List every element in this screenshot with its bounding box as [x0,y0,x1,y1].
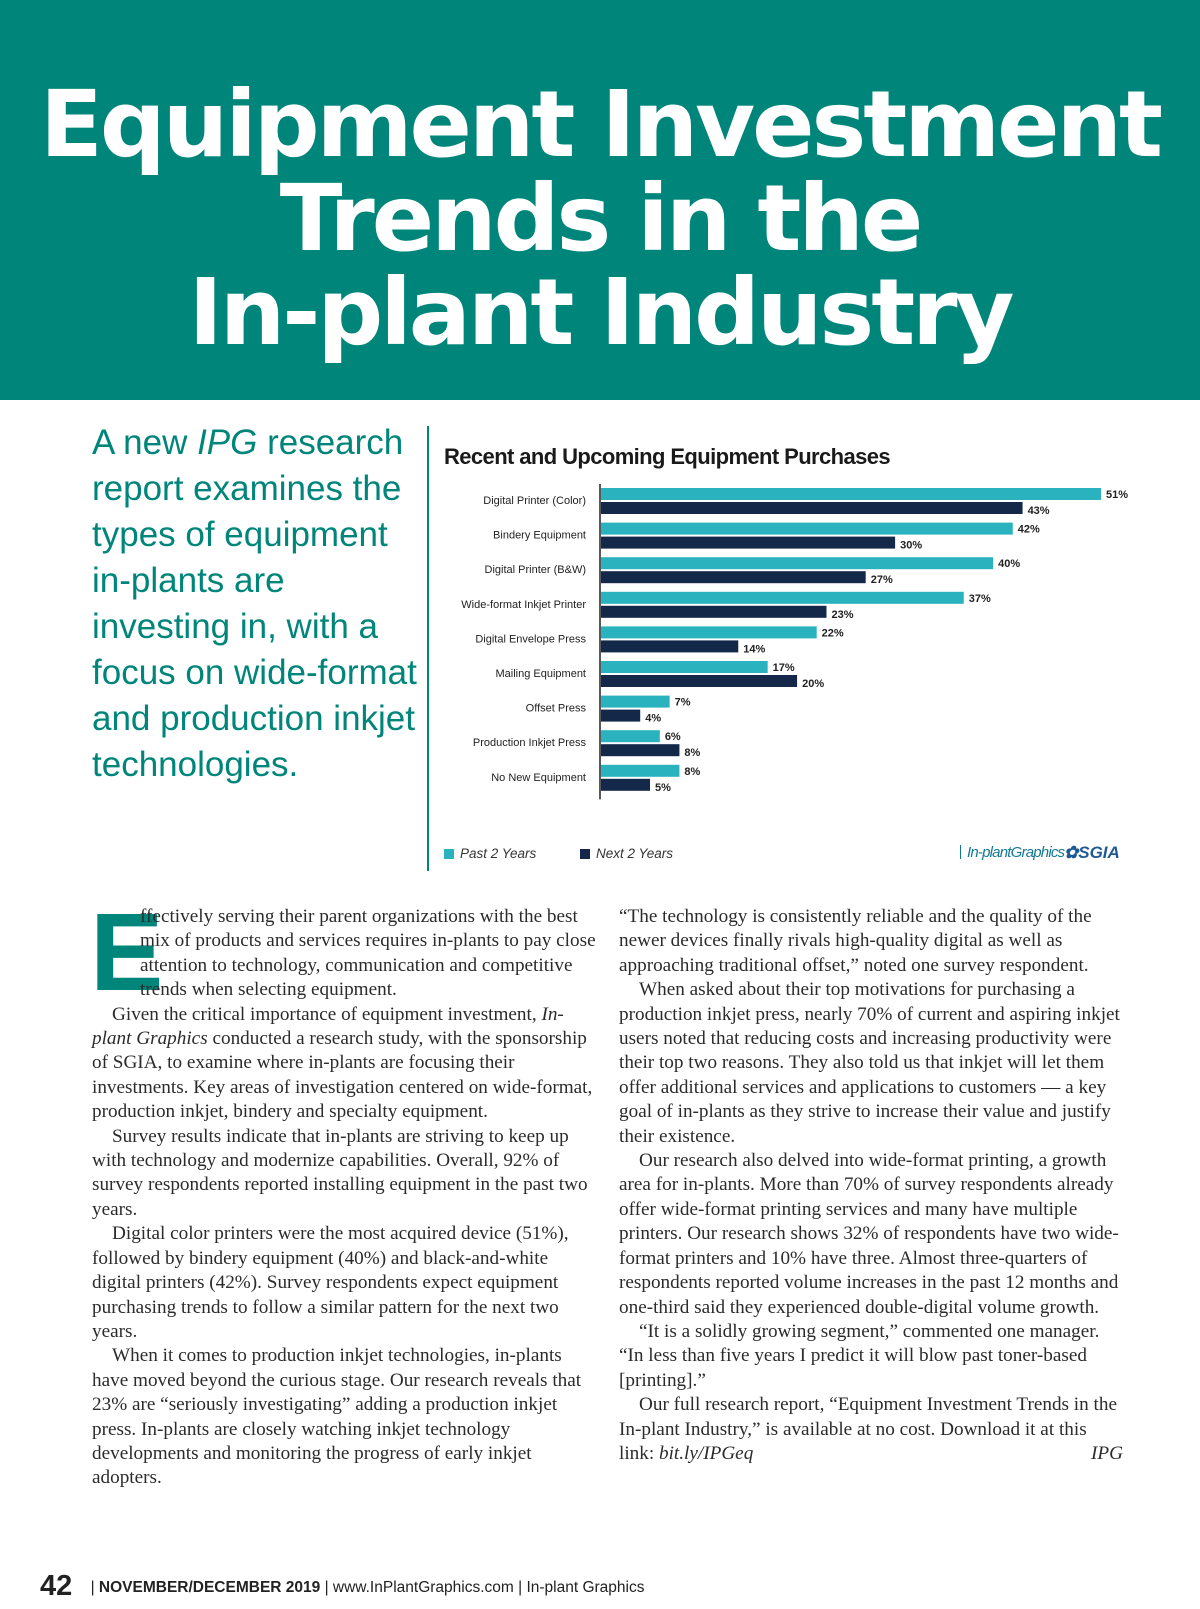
bar-past [601,592,964,604]
page-footer [40,1570,644,1603]
legend-swatch-next [580,849,590,859]
chart-title: Recent and Upcoming Equipment Purchases [444,444,891,469]
bar-past [601,696,670,708]
bar-past [601,557,993,569]
article-paragraph: “It is a solidly growing segment,” commented one manager. “In less than five years I predict it will blow past toner-based [printing].” [619,1320,1100,1391]
bar-past [601,488,1101,500]
bar-next [601,571,866,583]
headline [0,71,1200,366]
ipg-logo-text: In-plantGraphics [967,844,1065,861]
footer-sep: | [86,1579,99,1596]
sgia-logo: ✿SGIA [1064,843,1120,862]
bar-next [601,606,826,618]
bar-past [601,661,768,673]
legend-swatch-past [444,849,454,859]
article-paragraph: “The technology is consistently reliable and the quality of the newer devices finally rivals high-quality digital as well as approaching traditional offset,” noted one survey respondent. [619,906,1092,976]
deck-italic: IPG [197,423,258,462]
bar-past [601,765,679,777]
article-paragraph: Survey results indicate that in-plants are striving to keep up with technology and modernize capabilities. Overall, 92% of survey respondents reported installing equipment in the past two years. [92,1125,588,1220]
bar-next [601,744,679,756]
deck-pre: A new [92,423,198,462]
headline-line-2: Trends in the [279,165,921,272]
category-label: Digital Printer (Color) [483,495,586,507]
data-label: 40% [998,558,1021,571]
page-number: 42 [40,1570,73,1602]
category-label: Bindery Equipment [493,529,586,542]
data-label: 17% [772,662,795,674]
deck-post: research report examines the types of equipment in-plants are investing in, with a focus on wide-format and production inkjet technologies. [92,423,417,784]
bar-past [601,523,1013,535]
category-label: No New Equipment [491,771,586,784]
signoff: IPG [1091,1442,1123,1464]
category-label: Wide-format Inkjet Printer [461,598,586,611]
data-label: 27% [870,574,893,587]
bar-next [601,640,738,652]
data-label: 37% [968,592,991,605]
sgia-logo-text: SGIA [1078,843,1120,862]
bar-next [601,779,650,791]
article-column-1 [90,891,596,1491]
data-label: 8% [684,765,701,778]
sponsor-logos [960,840,1140,866]
deck [92,420,422,788]
data-label: 7% [674,696,691,709]
divider-rule [427,426,429,871]
chart-canvas [440,436,1140,836]
data-label: 20% [802,678,825,690]
bar-next [601,675,797,687]
category-label: Digital Envelope Press [475,633,586,646]
paragraph-text: conducted a research study, with the sponsorship of SGIA, to examine where in-plants are focusing their investments. Key areas of investigation centered on wide-format, production inkjet, bindery and specialty equipment. [92,1028,593,1123]
data-label: 23% [831,608,854,621]
data-label: 43% [1027,505,1050,517]
logo-bar [960,845,961,859]
data-label: 14% [743,643,766,656]
data-label: 22% [821,627,844,640]
bar-past [601,626,817,638]
bar-next [601,710,640,722]
data-label: 8% [684,747,701,760]
footer-rest: | www.InPlantGraphics.com | In-plant Graphics [320,1579,645,1596]
article-paragraph: When it comes to production inkjet technologies, in-plants have moved beyond the curious stage. Our research reveals that 23% are “seriously investigating” adding a production inkjet press. In-plants are closely watching inkjet technology developments and monitoring the progress of early inkjet adopters. [92,1345,582,1489]
category-label: Offset Press [525,702,586,715]
bar-past [601,730,660,742]
paragraph-text: ffectively serving their parent organizations with the best mix of products and services requires in-plants to pay close attention to technology, communication and competitive trends when selecting equipment. [140,906,596,1001]
report-link[interactable]: bit.ly/IPGeq [658,1442,754,1464]
data-label: 51% [1106,489,1129,501]
headline-banner [0,0,1200,400]
legend-item-past [444,846,536,861]
data-label: 6% [664,731,681,744]
article-column-2 [619,905,1123,1466]
bar-next [601,502,1023,514]
bar-chart [440,436,1140,876]
legend-label-next: Next 2 Years [596,846,674,861]
category-label: Mailing Equipment [495,668,586,680]
category-label: Production Inkjet Press [472,737,586,750]
footer-issue: NOVEMBER/DECEMBER 2019 [98,1579,321,1596]
paragraph-text: Given the critical importance of equipment investment, [112,1003,542,1025]
footer-text [86,1579,644,1596]
data-label: 5% [655,781,671,794]
data-label: 30% [900,539,923,552]
category-label: Digital Printer (B&W) [484,564,586,577]
data-label: 42% [1017,523,1040,536]
publication-name: In-plant Graphics [92,1003,564,1050]
bar-next [601,537,895,549]
data-label: 4% [645,712,662,725]
article-paragraph: Our research also delved into wide-format printing, a growth area for in-plants. More than 70% of survey respondents already offer wide-format printing services and many have multiple printers. Our research shows 32% of respondents have two wide-format printers and 10% have three. Almost three-quarters of respondents reported volume increases in the past 12 months and one-third said they experienced double-digital volume growth. [619,1150,1119,1318]
article-paragraph [619,1393,1123,1466]
headline-line-3: In-plant Industry [188,259,1012,366]
paragraph-text: Our full research report, “Equipment Investment Trends in the In-plant Industry,” is available at no cost. Download it at this link: [619,1394,1117,1464]
headline-line-1: Equipment Investment [40,71,1160,178]
article-paragraph: When asked about their top motivations for purchasing a production inkjet press, nearly 70% of current and aspiring inkjet users noted that reducing costs and increasing productivity were their top two reasons. They also told us that inkjet will let them offer additional services and applications to customers — a key goal of in-plants as they strive to increase their value and justify their existence. [619,979,1120,1147]
ipg-logo [960,844,1064,861]
legend-label-past: Past 2 Years [460,846,537,861]
legend-item-next [580,846,673,861]
article-paragraph [92,1003,596,1125]
article-paragraph: Digital color printers were the most acquired device (51%), followed by bindery equipment (40%) and black-and-white digital printers (42%). Survey respondents expect equipment purchasing trends to follow a similar pattern for the next two years. [92,1223,569,1342]
drop-cap: E [90,891,164,1014]
